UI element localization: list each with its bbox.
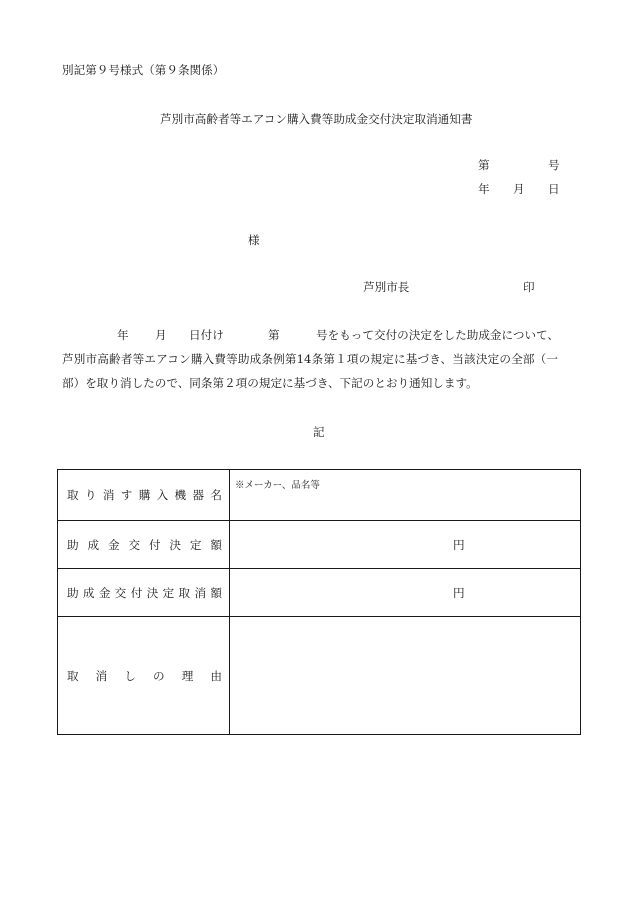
device-name-label: 取り消す購入機器名 [67,488,222,502]
grant-amount-value-cell [230,521,581,569]
grant-amount-label: 助成金交付決定額 [67,537,222,552]
date-year-label: 年 [478,182,490,196]
date-day-label: 日 [548,182,560,196]
device-name-value-cell [230,470,581,521]
detail-table [57,469,581,735]
body-line-3: 部）を取り消したので、同条第２項の規定に基づき、下記のとおり通知します。 [62,376,478,390]
ki-heading: 記 [313,425,325,439]
issuer-name: 芦別市長 [363,280,410,294]
cancel-amount-label: 助成金交付決定取消額 [67,585,222,600]
issuer-seal-mark: 印 [523,280,535,294]
row-label-cell [58,521,230,569]
document-number-prefix: 第 [478,158,490,172]
table-row [58,521,581,569]
row-label-cell [58,569,230,617]
cancel-amount-value-cell [230,569,581,617]
body-month-label: 月 [155,328,167,342]
table-row [58,617,581,735]
row-label-cell [58,617,230,735]
body-line-2: 芦別市高齢者等エアコン購入費等助成条例第14条第１項の規定に基づき、当該決定の全部（一 [62,352,558,366]
form-number: 別記第９号様式（第９条関係） [62,63,225,77]
table-row [58,569,581,617]
table-row [58,470,581,521]
body-line-1: 号をもって交付の決定をした助成金について、 [316,328,560,342]
date-month-label: 月 [513,182,525,196]
addressee-honorific: 様 [248,233,260,247]
row-label-cell [58,470,230,521]
cancel-reason-label: 取消しの理由 [67,668,222,683]
body-number-prefix: 第 [268,328,280,342]
body-year-label: 年 [117,328,129,342]
document-title: 芦別市高齢者等エアコン購入費等助成金交付決定取消通知書 [160,112,473,126]
cancel-amount-unit: 円 [453,585,465,600]
document-number-suffix: 号 [548,158,560,172]
cancel-reason-value-cell [230,617,581,735]
body-day-label: 日付け [189,328,224,342]
device-name-note: ※メーカー、品名等 [235,480,320,491]
grant-amount-unit: 円 [453,537,465,552]
